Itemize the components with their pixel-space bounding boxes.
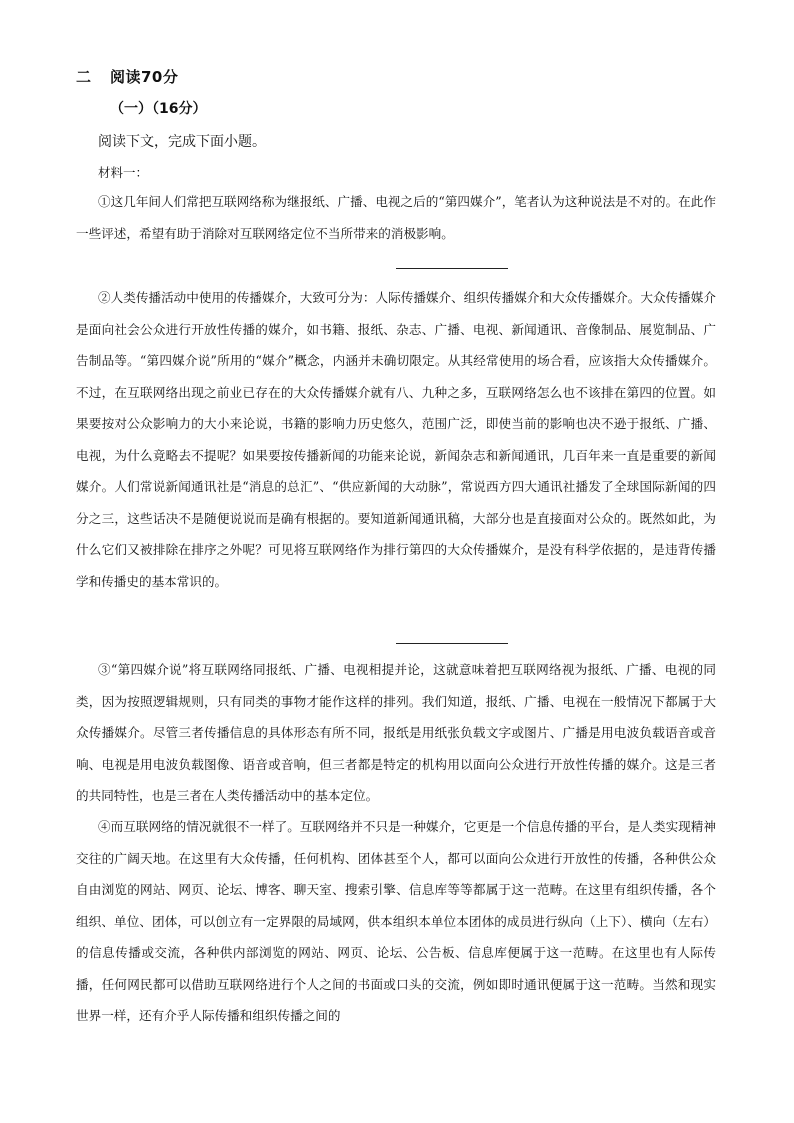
section-heading [76, 66, 178, 87]
fill-in-blank-line [396, 268, 508, 269]
material-label: 材料一： [98, 165, 149, 180]
section-title: 阅读70分 [110, 68, 179, 86]
paragraph-4: ④而互联网络的情况就很不一样了。互联网络并不只是一种媒介，它更是一个信息传播的平台，是人类实现精神交往的广阔天地。在这里有大众传播，任何机构、团体甚至个人，都可以面向公众进行开放性的传播，各种供公众自由浏览的网站、网页、论坛、博客、聊天室、搜索引擎、信息库等等都属于这一范畴。在这里有组织传播，各个组织、单位、团体，可以创立有一定界限的局域网，供本组织本单位本团体的成员进行纵向（上下）、横向（左右）的信息传播或交流，各种供内部浏览的网站、网页、论坛、公告板、信息库便属于这一范畴。在这里也有人际传播，任何网民都可以借助互联网络进行个人之间的书面或口头的交流，例如即时通讯便属于这一范畴。当然和现实世界一样，还有介乎人际传播和组织传播之间的 [76, 819, 716, 1023]
paragraph-1: ①这几年间人们常把互联网络称为继报纸、广播、电视之后的“第四媒介”，笔者认为这种说法是不对的。在此作一些评述，希望有助于消除对互联网络定位不当所带来的消极影响。 [76, 194, 716, 241]
paragraph-2: ②人类传播活动中使用的传播媒介，大致可分为：人际传播媒介、组织传播媒介和大众传播媒介。大众传播媒介是面向社会公众进行开放性传播的媒介，如书籍、报纸、杂志、广播、电视、新闻通讯、音像制品、展览制品、广告制品等。“第四媒介说”所用的“媒介”概念，内涵并未确切限定。从其经常使用的场合看，应该指大众传播媒介。不过，在互联网络出现之前业已存在的大众传播媒介就有八、九种之多，互联网络怎么也不该排在第四的位置。如果要按对公众影响力的大小来论说，书籍的影响力历史悠久，范围广泛，即使当前的影响也决不逊于报纸、广播、电视，为什么竟略去不提呢？如果要按传播新闻的功能来论说，新闻杂志和新闻通讯，几百年来一直是重要的新闻媒介。人们常说新闻通讯社是“消息的总汇”、“供应新闻的大动脉”，常说西方四大通讯社播发了全球国际新闻的四分之三，这些话决不是随便说说而是确有根据的。要知道新闻通讯稿，大部分也是直接面对公众的。既然如此，为什么它们又被排除在排序之外呢？可见将互联网络作为排行第四的大众传播媒介，是没有科学依据的，是违背传播学和传播史的基本常识的。 [76, 290, 716, 589]
fill-in-blank-line [396, 643, 508, 644]
subsection-heading: （一）（16分） [110, 101, 207, 117]
section-number: 二 [76, 68, 92, 86]
paragraph-3: ③“第四媒介说”将互联网络同报纸、广播、电视相提并论，这就意味着把互联网络视为报纸、广播、电视的同类，因为按照逻辑规则，只有同类的事物才能作这样的排列。我们知道，报纸、广播、电视在一般情况下都属于大众传播媒介。尽管三者传播信息的具体形态有所不同，报纸是用纸张负载文字或图片、广播是用电波负载语音或音响、电视是用电波负载图像、语音或音响，但三者都是特定的机构用以面向公众进行开放性传播的媒介。这是三者的共同特性，也是三者在人类传播活动中的基本定位。 [76, 662, 716, 803]
instruction-text: 阅读下文，完成下面小题。 [98, 134, 266, 150]
